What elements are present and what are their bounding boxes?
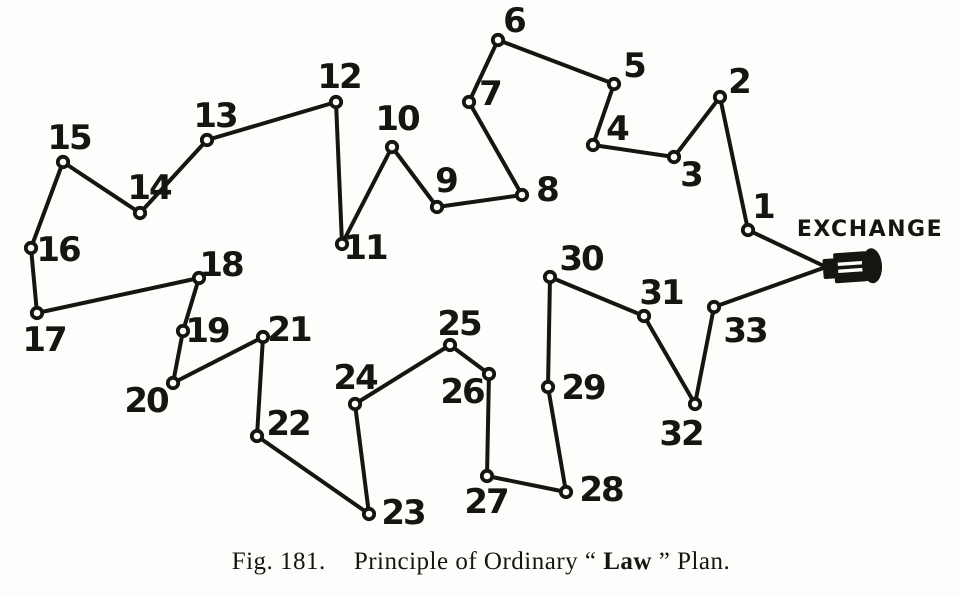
node-9-label: 9 bbox=[435, 161, 457, 202]
node-10 bbox=[387, 142, 397, 152]
figure-caption bbox=[0, 548, 962, 576]
node-30-label: 30 bbox=[559, 239, 603, 280]
node-25-label: 25 bbox=[437, 304, 481, 345]
node-27 bbox=[482, 471, 492, 481]
node-2 bbox=[715, 92, 725, 102]
node-27-label: 27 bbox=[464, 482, 508, 523]
edge-11-12 bbox=[336, 102, 342, 244]
node-5-label: 5 bbox=[623, 46, 645, 87]
node-6 bbox=[493, 35, 503, 45]
caption-text-post: ” Plan. bbox=[651, 548, 731, 575]
node-8-label: 8 bbox=[536, 170, 558, 211]
node-17 bbox=[32, 308, 42, 318]
node-9 bbox=[432, 202, 442, 212]
node-19-label: 19 bbox=[185, 311, 229, 352]
edge-7-8 bbox=[469, 102, 522, 195]
node-28 bbox=[561, 487, 571, 497]
edge-33-EX bbox=[714, 267, 826, 307]
node-17-label: 17 bbox=[22, 320, 66, 361]
node-3 bbox=[669, 152, 679, 162]
node-6-label: 6 bbox=[503, 1, 525, 42]
edge-32-33 bbox=[695, 307, 714, 404]
edge-2-3 bbox=[674, 97, 720, 157]
node-23-label: 23 bbox=[381, 493, 425, 534]
node-26 bbox=[484, 369, 494, 379]
edge-5-6 bbox=[498, 40, 614, 84]
node-20-label: 20 bbox=[124, 381, 168, 422]
node-33-label: 33 bbox=[723, 311, 767, 352]
node-30 bbox=[545, 272, 555, 282]
figure-number: Fig. 181. bbox=[231, 548, 326, 575]
edge-17-18 bbox=[37, 278, 199, 313]
node-18-label: 18 bbox=[199, 245, 243, 286]
node-32 bbox=[690, 399, 700, 409]
node-22-label: 22 bbox=[266, 404, 310, 445]
edge-26-27 bbox=[487, 374, 489, 476]
edge-9-10 bbox=[392, 147, 437, 207]
node-24 bbox=[350, 399, 360, 409]
node-1-label: 1 bbox=[752, 187, 774, 228]
edge-21-22 bbox=[257, 337, 263, 436]
edge-31-32 bbox=[644, 316, 695, 404]
node-7 bbox=[464, 97, 474, 107]
caption-text-law: Law bbox=[603, 548, 652, 575]
node-20 bbox=[168, 378, 178, 388]
node-32-label: 32 bbox=[659, 414, 703, 455]
edge-29-30 bbox=[548, 277, 550, 387]
node-15-label: 15 bbox=[47, 118, 91, 159]
node-33 bbox=[709, 302, 719, 312]
caption-text-pre: Principle of Ordinary “ bbox=[353, 548, 604, 575]
node-10-label: 10 bbox=[375, 99, 419, 140]
node-13-label: 13 bbox=[193, 96, 237, 137]
node-29-label: 29 bbox=[561, 368, 605, 409]
edge-30-31 bbox=[550, 277, 644, 316]
node-5 bbox=[609, 79, 619, 89]
edge-25-26 bbox=[450, 345, 489, 374]
edge-22-23 bbox=[257, 436, 369, 514]
node-11-label: 11 bbox=[343, 228, 387, 269]
node-7-label: 7 bbox=[479, 74, 501, 115]
node-16-label: 16 bbox=[36, 230, 80, 271]
node-2-label: 2 bbox=[728, 62, 750, 103]
edge-1-2 bbox=[720, 97, 748, 230]
node-14 bbox=[135, 208, 145, 218]
node-16 bbox=[26, 243, 36, 253]
node-31-label: 31 bbox=[639, 273, 683, 314]
edge-3-4 bbox=[593, 145, 674, 157]
edge-23-24 bbox=[355, 404, 369, 514]
node-13 bbox=[202, 135, 212, 145]
node-15 bbox=[58, 157, 68, 167]
node-3-label: 3 bbox=[680, 155, 702, 196]
node-12 bbox=[331, 97, 341, 107]
node-12-label: 12 bbox=[317, 57, 361, 98]
node-22 bbox=[252, 431, 262, 441]
node-21-label: 21 bbox=[267, 310, 311, 351]
edge-19-20 bbox=[173, 331, 183, 383]
node-23 bbox=[364, 509, 374, 519]
node-29 bbox=[543, 382, 553, 392]
node-4 bbox=[588, 140, 598, 150]
node-14-label: 14 bbox=[127, 168, 171, 209]
node-26-label: 26 bbox=[440, 372, 484, 413]
node-4-label: 4 bbox=[606, 109, 628, 150]
exchange-label: EXCHANGE bbox=[796, 217, 944, 242]
node-28-label: 28 bbox=[579, 470, 623, 511]
node-24-label: 24 bbox=[333, 358, 377, 399]
node-8 bbox=[517, 190, 527, 200]
exchange-plug-icon bbox=[822, 248, 883, 287]
